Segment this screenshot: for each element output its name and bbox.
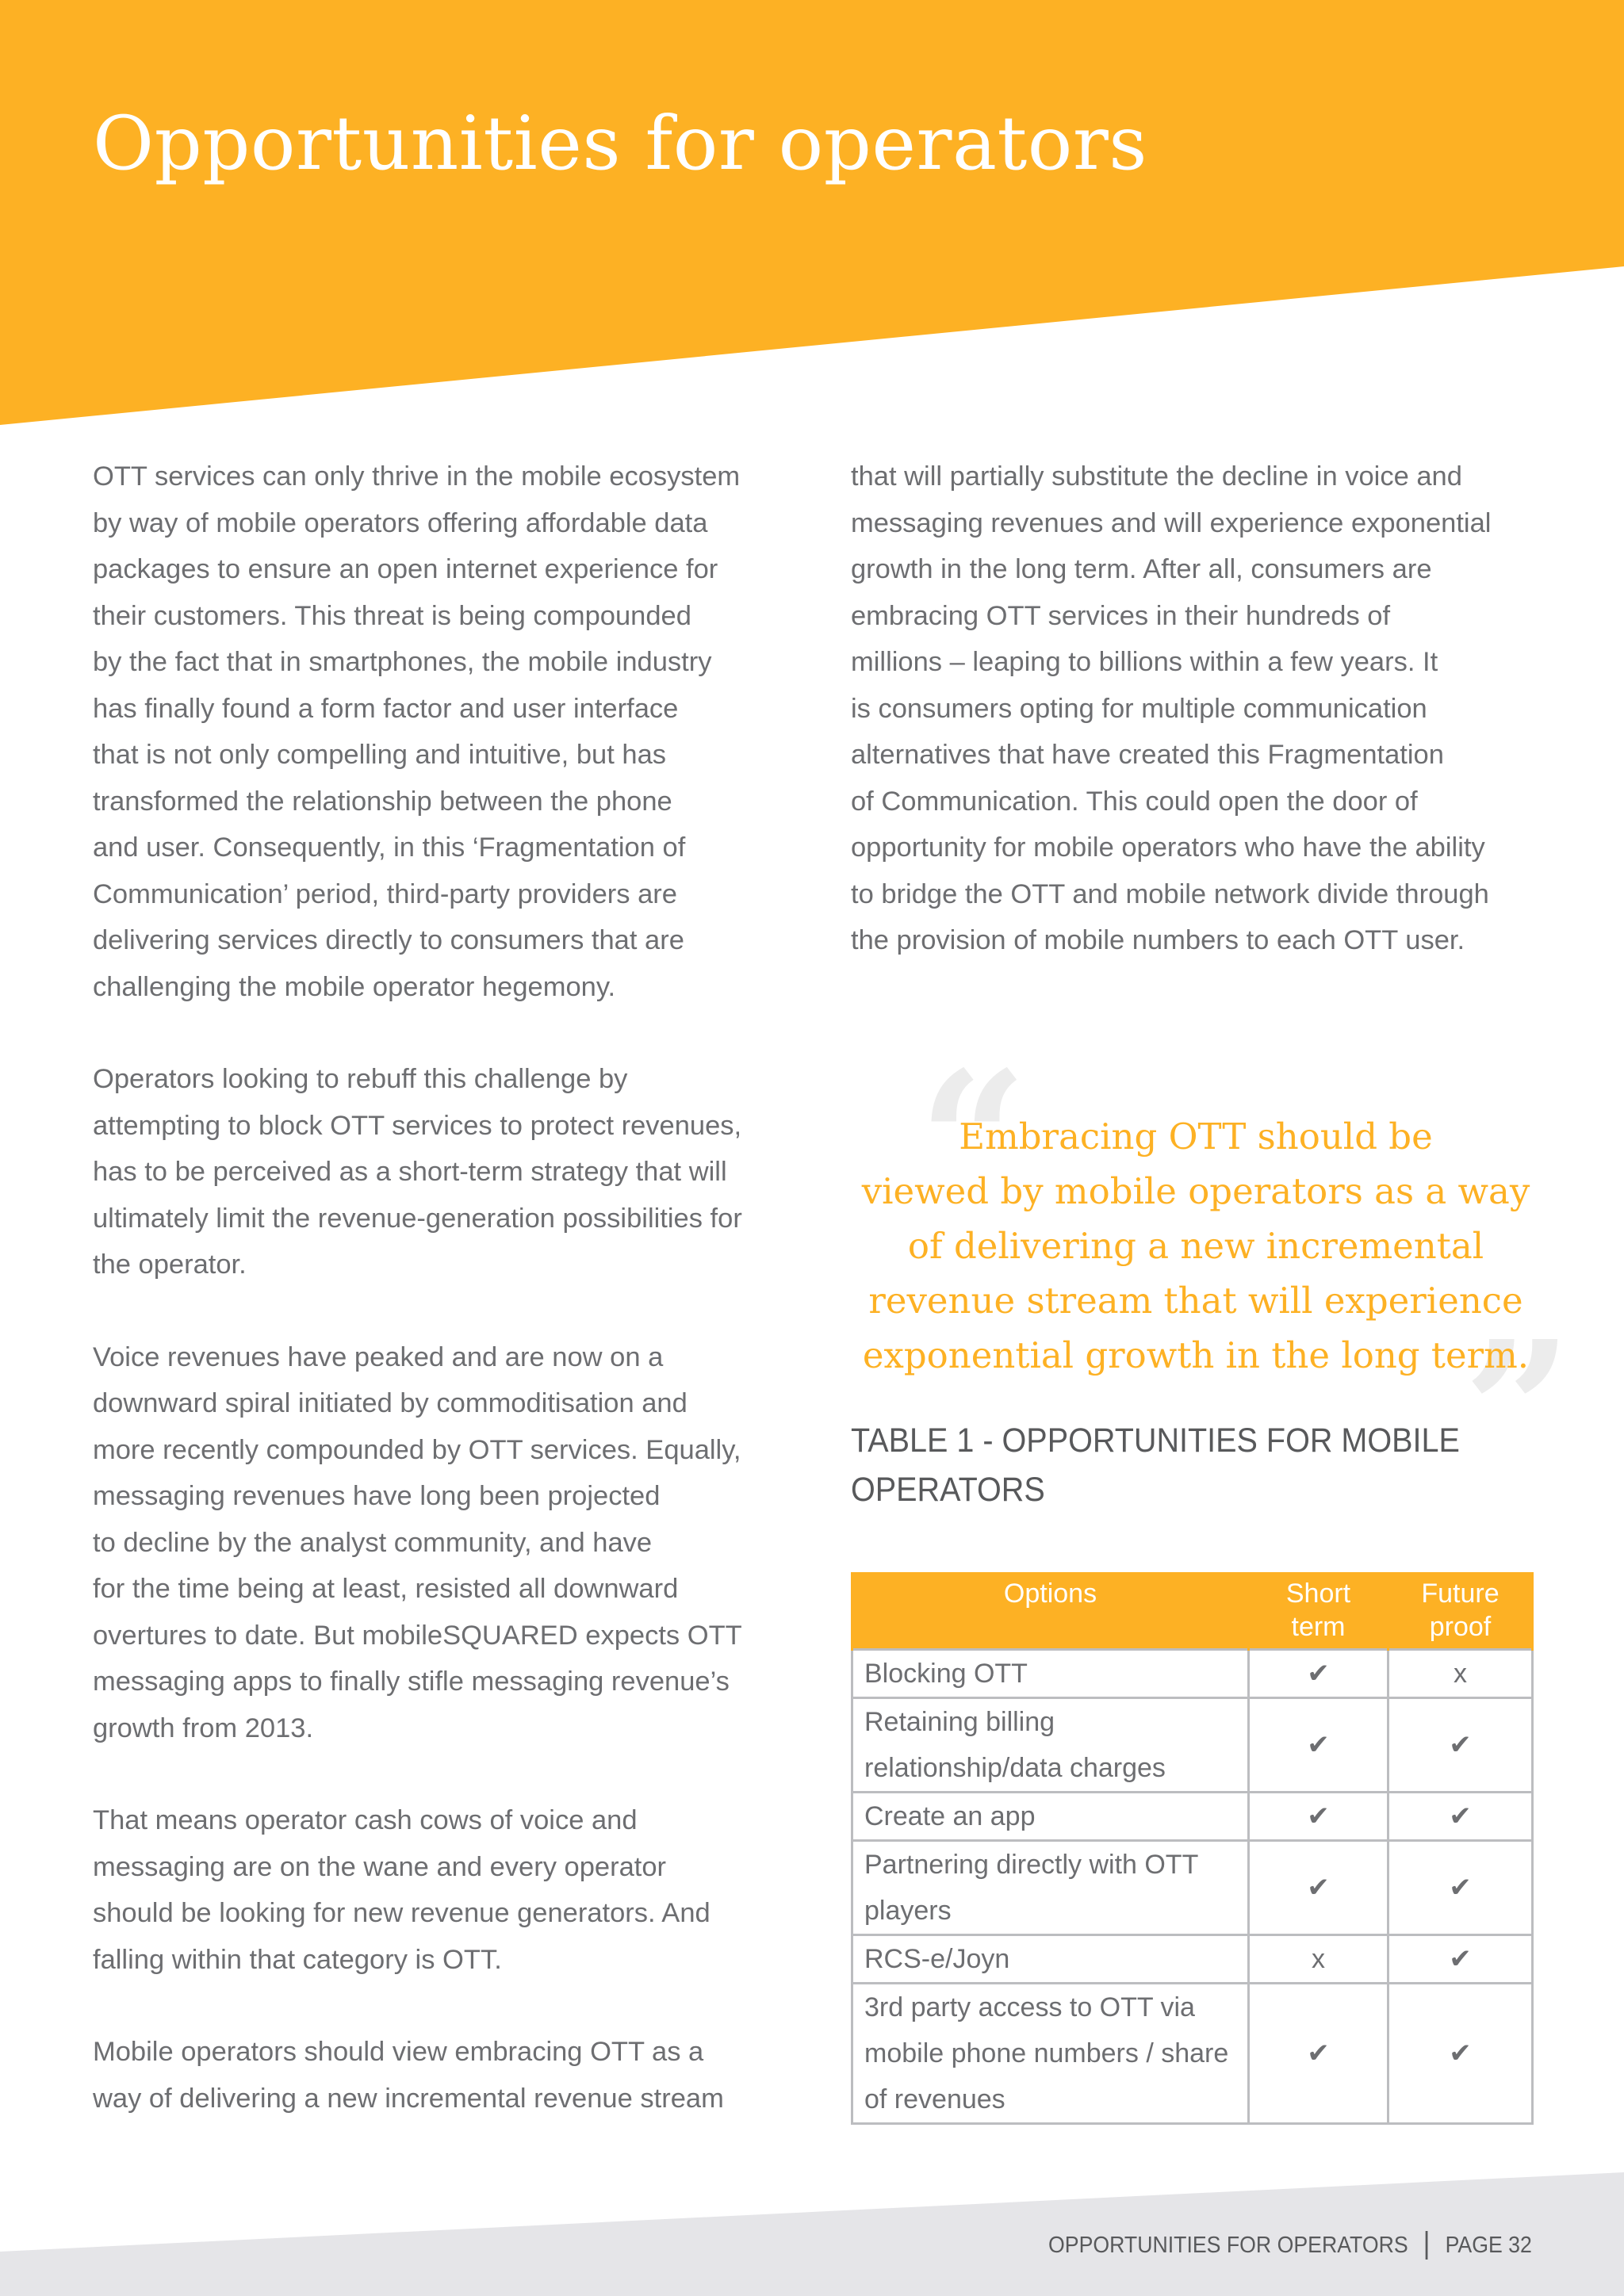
body-paragraph: Mobile operators should view embracing OTT as a way of delivering a new incremental revenue stream	[93, 2037, 724, 2114]
table-row	[852, 1650, 1533, 1698]
table-row	[852, 1841, 1533, 1935]
future-proof-mark: ✔	[1388, 1935, 1533, 1984]
option-cell: RCS-e/Joyn	[852, 1935, 1249, 1984]
short-term-mark: ✔	[1249, 1650, 1388, 1698]
future-proof-mark: ✔	[1388, 1841, 1533, 1935]
short-term-mark: ✔	[1249, 1698, 1388, 1793]
table-title: TABLE 1 - OPPORTUNITIES FOR MOBILE OPERATORS	[851, 1422, 1460, 1509]
option-cell: Partnering directly with OTT players	[852, 1841, 1249, 1935]
column-header-future-proof: Future proof	[1388, 1572, 1533, 1650]
body-paragraph: that will partially substitute the decline in voice and messaging revenues and will experience exponential growth in the long term. After all, consumers are embracing OTT services in their hundreds of millions – leaping to billions within a few years. It is consumers opting for multiple communication alternatives that have created this Fragmentation of Communication. This could open the door of opportunity for mobile operators who have the ability to bridge the OTT and mobile network divide through the provision of mobile numbers to each OTT user.	[851, 461, 1492, 955]
table-header-row	[852, 1572, 1533, 1650]
footer-divider	[1426, 2231, 1428, 2260]
short-term-mark: ✔	[1249, 1984, 1388, 2124]
table-row	[852, 1935, 1533, 1984]
body-paragraph: Operators looking to rebuff this challenge by attempting to block OTT services to protect revenues, has to be perceived as a short-term strategy that will ultimately limit the revenue-generation possibilities for the operator.	[93, 1064, 742, 1280]
body-paragraph: That means operator cash cows of voice and messaging are on the wane and every operator should be looking for new revenue generators. And falling within that category is OTT.	[93, 1805, 710, 1975]
option-cell: Blocking OTT	[852, 1650, 1249, 1698]
option-cell: Create an app	[852, 1793, 1249, 1841]
pull-quote-text: Embracing OTT should be viewed by mobile operators as a way of delivering a new incremental revenue stream that will experience exponential growth in the long term.	[861, 1115, 1530, 1376]
left-column	[93, 453, 791, 2168]
option-cell: 3rd party access to OTT via mobile phone numbers / share of revenues	[852, 1984, 1249, 2124]
table-row	[852, 1984, 1533, 2124]
table-row	[852, 1698, 1533, 1793]
header-band	[0, 0, 1624, 428]
table-row	[852, 1793, 1533, 1841]
column-header-short-term: Short term	[1249, 1572, 1388, 1650]
option-cell: Retaining billing relationship/data charges	[852, 1698, 1249, 1793]
page-number: PAGE 32	[1445, 2232, 1532, 2258]
future-proof-mark: ✔	[1388, 1793, 1533, 1841]
opportunities-table	[851, 1572, 1534, 2125]
column-header-options: Options	[852, 1572, 1249, 1650]
page-footer	[1048, 2231, 1532, 2260]
future-proof-mark: x	[1388, 1650, 1533, 1698]
footer-section-title: OPPORTUNITIES FOR OPERATORS	[1048, 2232, 1408, 2258]
short-term-mark: x	[1249, 1935, 1388, 1984]
body-paragraph: OTT services can only thrive in the mobile ecosystem by way of mobile operators offering affordable data packages to ensure an open internet experience for their customers. This threat is being compounded by the fact that in smartphones, the mobile industry has finally found a form factor and user interface that is not only compelling and intuitive, but has transformed the relationship between the phone and user. Consequently, in this ‘Fragmentation of Communication’ period, third-party providers are delivering services directly to consumers that are challenging the mobile operator hegemony.	[93, 461, 741, 1002]
open-quote-icon: “	[918, 1030, 1028, 1253]
right-column	[851, 453, 1541, 1010]
short-term-mark: ✔	[1249, 1793, 1388, 1841]
close-quote-icon: ”	[1463, 1299, 1573, 1523]
short-term-mark: ✔	[1249, 1841, 1388, 1935]
future-proof-mark: ✔	[1388, 1984, 1533, 2124]
future-proof-mark: ✔	[1388, 1698, 1533, 1793]
pull-quote	[851, 1054, 1541, 1383]
page-title: Opportunities for operators	[93, 101, 1148, 187]
body-paragraph: Voice revenues have peaked and are now on a downward spiral initiated by commoditisation and more recently compounded by OTT services. Equally, messaging revenues have long been projected to decline by the analyst community, and have for the time being at least, resisted all downward overtures to date. But mobileSQUARED expects OTT messaging apps to finally stifle messaging revenue’s growth from 2013.	[93, 1341, 742, 1743]
